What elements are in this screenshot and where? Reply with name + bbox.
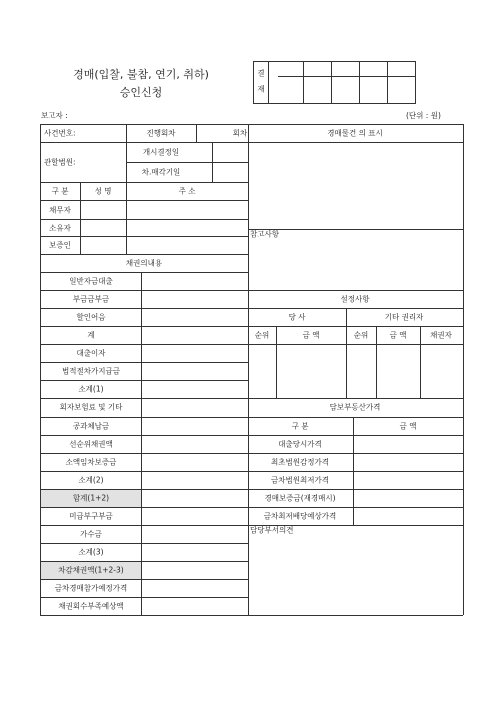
current-court-label: 금차법원최저가격 xyxy=(271,475,329,485)
form-title: 경매(입찰, 불참, 연기, 취하) xyxy=(73,68,209,81)
creditor-label: 채권자 xyxy=(430,330,452,340)
decision-date-label: 개시결정일 xyxy=(142,147,180,157)
guarantor-label: 보증인 xyxy=(49,240,71,250)
subtotal1-label: 소계(1) xyxy=(78,384,104,394)
bid-deposit-label: 경매보증금(재경매시) xyxy=(264,493,336,503)
col-name-label: 성 명 xyxy=(94,186,112,196)
amount1-label: 금 액 xyxy=(302,330,320,340)
discount-bill-label: 할인어음 xyxy=(76,312,106,322)
opinion-label: 담당부서의견 xyxy=(250,525,294,535)
expected-loss-label: 채권회수부족예상액 xyxy=(58,601,124,611)
case-number-label: 사건번호: xyxy=(44,128,76,138)
approval-label-1: 결 xyxy=(257,68,265,78)
expected-price-label: 금차경매참가예정가격 xyxy=(54,583,128,593)
round-label: 회차 xyxy=(232,128,248,138)
claim-contents-label: 채권의내용 xyxy=(125,258,163,268)
diff-claim-label: 차감채권액(1+2-3) xyxy=(58,565,124,575)
unpaid-label: 미급부구부금 xyxy=(69,511,113,521)
debtor-label: 채무자 xyxy=(49,205,71,215)
loan-value-label: 대출당시가격 xyxy=(278,439,322,449)
loan-interest-label: 대출이자 xyxy=(76,348,106,358)
collateral-value-label: 담보부동산가격 xyxy=(329,402,381,412)
small-deposit-label: 소액임차보증금 xyxy=(65,457,117,467)
public-tax-label: 공과체납금 xyxy=(72,421,110,431)
col-type-label: 구 분 xyxy=(51,186,69,196)
lowest-court-label: 최초법원감정가격 xyxy=(271,457,329,467)
rank1-label: 순위 xyxy=(254,330,270,340)
owner-label: 소유자 xyxy=(49,223,71,233)
approval-label-2: 재 xyxy=(257,84,265,94)
col-type2-label: 구 분 xyxy=(291,421,309,431)
col-address-label: 주 소 xyxy=(178,186,196,196)
unit-label: (단위 : 원) xyxy=(406,111,441,120)
our-company-label: 당 사 xyxy=(288,312,306,322)
sum12-label: 합계(1+2) xyxy=(72,493,110,503)
general-loan-label: 일반자금대출 xyxy=(69,276,113,286)
provisional-label: 가수금 xyxy=(80,529,102,539)
insurance-label: 회자보험료 및 기타 xyxy=(59,402,123,412)
partial-default-label: 부금금부금 xyxy=(72,294,110,304)
reference-label: 참고사항 xyxy=(250,229,279,239)
reporter-label: 보고자 : xyxy=(41,111,68,120)
amount2-label: 금 액 xyxy=(389,330,407,340)
expected-dist-label: 금차최저배당예상가격 xyxy=(263,511,337,521)
property-display-label: 경매물건 의 표시 xyxy=(327,128,383,138)
prior-claims-label: 선순위채권액 xyxy=(69,439,113,449)
setup-label: 설정사항 xyxy=(340,294,370,304)
subtotal2-label: 소계(2) xyxy=(78,475,104,485)
col-amount-label: 금 액 xyxy=(399,421,417,431)
rank2-label: 순위 xyxy=(353,330,369,340)
other-rights-label: 기타 권리자 xyxy=(384,312,424,322)
legal-costs-label: 법적절차가지급금 xyxy=(62,366,120,376)
next-sale-date-label: 차.매각기일 xyxy=(141,167,181,177)
form-subtitle: 승인신청 xyxy=(119,86,163,99)
court-label: 관할법원: xyxy=(44,157,76,167)
total-label: 계 xyxy=(87,330,95,340)
subtotal3-label: 소계(3) xyxy=(78,547,104,557)
progress-round-label: 진행회차 xyxy=(146,128,176,138)
